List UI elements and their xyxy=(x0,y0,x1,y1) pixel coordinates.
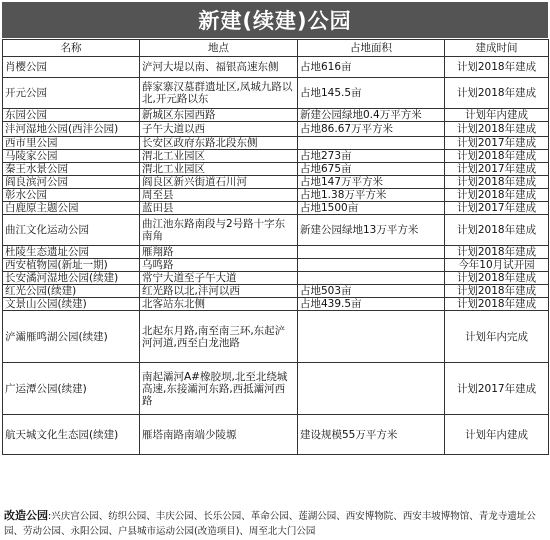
cell-area: 占地1500亩 xyxy=(298,202,445,215)
cell-name: 红光公园(续建) xyxy=(3,285,140,298)
cell-built: 今年10月试开园 xyxy=(445,259,549,272)
cell-location: 新城区东园西路 xyxy=(140,109,298,122)
renovation-note xyxy=(4,508,546,539)
cell-built: 计划2018年建成 xyxy=(445,272,549,285)
renovation-label: 改造公园 xyxy=(4,509,48,522)
cell-location: 曲江池东路南段与2号路十字东南角 xyxy=(140,215,298,246)
table-row xyxy=(3,363,549,415)
table-row xyxy=(3,246,549,259)
header-built: 建成时间 xyxy=(445,40,549,57)
cell-location: 北客站东北侧 xyxy=(140,298,298,311)
page-title: 新建(续建)公园 xyxy=(2,2,548,38)
cell-location: 子午大道以西 xyxy=(140,122,298,137)
table-row xyxy=(3,150,549,163)
cell-location: 阎良区新兴街道石川河 xyxy=(140,176,298,189)
cell-name: 阎良滨河公园 xyxy=(3,176,140,189)
cell-name: 开元公园 xyxy=(3,78,140,109)
cell-name: 沣河湿地公园(西沣公园) xyxy=(3,122,140,137)
cell-location: 北起东月路,南至南三环,东起浐河河道,西至白龙池路 xyxy=(140,311,298,363)
cell-name: 彰水公园 xyxy=(3,189,140,202)
cell-built: 计划2017年建成 xyxy=(445,363,549,415)
table-row xyxy=(3,176,549,189)
cell-location: 乌鸣路 xyxy=(140,259,298,272)
cell-area: 建设规模55万平方米 xyxy=(298,415,445,455)
table-row xyxy=(3,215,549,246)
cell-area xyxy=(298,311,445,363)
cell-location: 雁塔南路南端少陵塬 xyxy=(140,415,298,455)
table-row xyxy=(3,109,549,122)
table-row xyxy=(3,122,549,137)
table-row xyxy=(3,137,549,150)
cell-name: 马陵家公园 xyxy=(3,150,140,163)
cell-name: 广运潭公园(续建) xyxy=(3,363,140,415)
cell-name: 曲江文化运动公园 xyxy=(3,215,140,246)
table-header-row xyxy=(3,40,549,57)
parks-table xyxy=(2,39,549,455)
cell-location: 浐河大堤以南、福银高速东侧 xyxy=(140,57,298,78)
cell-built: 计划2017年建成 xyxy=(445,137,549,150)
header-area: 占地面积 xyxy=(298,40,445,57)
cell-location: 渭北工业园区 xyxy=(140,150,298,163)
cell-built: 计划2018年建成 xyxy=(445,57,549,78)
cell-built: 计划2018年建成 xyxy=(445,189,549,202)
cell-area: 占地147万平方米 xyxy=(298,176,445,189)
cell-location: 雁翔路 xyxy=(140,246,298,259)
cell-built: 计划年内完成 xyxy=(445,311,549,363)
table-row xyxy=(3,163,549,176)
cell-built: 计划年内建成 xyxy=(445,109,549,122)
cell-location: 薛家寨汉墓群遗址区,凤城九路以北,开元路以东 xyxy=(140,78,298,109)
renovation-text: :兴庆宫公园、纺织公园、丰庆公园、长乐公园、革命公园、莲湖公园、西安博物院、西安丰坡博物馆、青龙寺遗址公园、劳动公园、永阳公园、户县城市运动公园(改造项目)、周至北大门公园 xyxy=(4,511,536,537)
cell-location: 渭北工业园区 xyxy=(140,163,298,176)
cell-area: 占地675亩 xyxy=(298,163,445,176)
cell-name: 文景山公园(续建) xyxy=(3,298,140,311)
table-row xyxy=(3,259,549,272)
cell-location: 长安区政府东路北段东侧 xyxy=(140,137,298,150)
table-row xyxy=(3,202,549,215)
cell-name: 浐灞雁鸣湖公园(续建) xyxy=(3,311,140,363)
cell-built: 计划2018年建成 xyxy=(445,122,549,137)
table-row xyxy=(3,415,549,455)
cell-area xyxy=(298,363,445,415)
table-row xyxy=(3,57,549,78)
cell-location: 常宁大道至子午大道 xyxy=(140,272,298,285)
table-row xyxy=(3,311,549,363)
cell-name: 秦王水景公园 xyxy=(3,163,140,176)
cell-area: 占地273亩 xyxy=(298,150,445,163)
cell-name: 白鹿原主题公园 xyxy=(3,202,140,215)
cell-name: 西市里公园 xyxy=(3,137,140,150)
cell-area: 占地439.5亩 xyxy=(298,298,445,311)
cell-location: 南起灞河A#橡胶坝,北至北绕城高速,东接灞河东路,西抵灞河西路 xyxy=(140,363,298,415)
cell-area: 占地503亩 xyxy=(298,285,445,298)
cell-built: 计划2018年建成 xyxy=(445,150,549,163)
cell-name: 西安植物园(新址一期) xyxy=(3,259,140,272)
cell-name: 航天城文化生态园(续建) xyxy=(3,415,140,455)
cell-built: 计划2018年建成 xyxy=(445,78,549,109)
cell-built: 计划2018年建成 xyxy=(445,285,549,298)
cell-location: 蓝田县 xyxy=(140,202,298,215)
cell-built: 计划2017年建成 xyxy=(445,163,549,176)
cell-area: 占地86.67万平方米 xyxy=(298,122,445,137)
cell-area xyxy=(298,246,445,259)
cell-built: 计划2018年建成 xyxy=(445,246,549,259)
table-row xyxy=(3,298,549,311)
cell-name: 东园公园 xyxy=(3,109,140,122)
cell-area xyxy=(298,137,445,150)
header-location: 地点 xyxy=(140,40,298,57)
cell-area: 占地1.38万平方米 xyxy=(298,189,445,202)
cell-area: 占地616亩 xyxy=(298,57,445,78)
header-name: 名称 xyxy=(3,40,140,57)
table-row xyxy=(3,189,549,202)
cell-built: 计划年内建成 xyxy=(445,415,549,455)
cell-built: 计划2017年建成 xyxy=(445,202,549,215)
cell-area: 新建公园绿地13万平方米 xyxy=(298,215,445,246)
table-row xyxy=(3,285,549,298)
table-body xyxy=(3,57,549,455)
table-row xyxy=(3,78,549,109)
cell-area: 占地145.5亩 xyxy=(298,78,445,109)
cell-built: 计划2018年建成 xyxy=(445,298,549,311)
cell-name: 长安潏河湿地公园(续建) xyxy=(3,272,140,285)
cell-area xyxy=(298,272,445,285)
table-row xyxy=(3,272,549,285)
cell-built: 计划2018年建成 xyxy=(445,176,549,189)
cell-area xyxy=(298,259,445,272)
cell-location: 周至县 xyxy=(140,189,298,202)
cell-name: 肖樱公园 xyxy=(3,57,140,78)
cell-built: 计划2018年建成 xyxy=(445,215,549,246)
cell-area: 新建公园绿地0.4万平方米 xyxy=(298,109,445,122)
cell-name: 杜陵生态遗址公园 xyxy=(3,246,140,259)
cell-location: 红光路以北,沣河以西 xyxy=(140,285,298,298)
